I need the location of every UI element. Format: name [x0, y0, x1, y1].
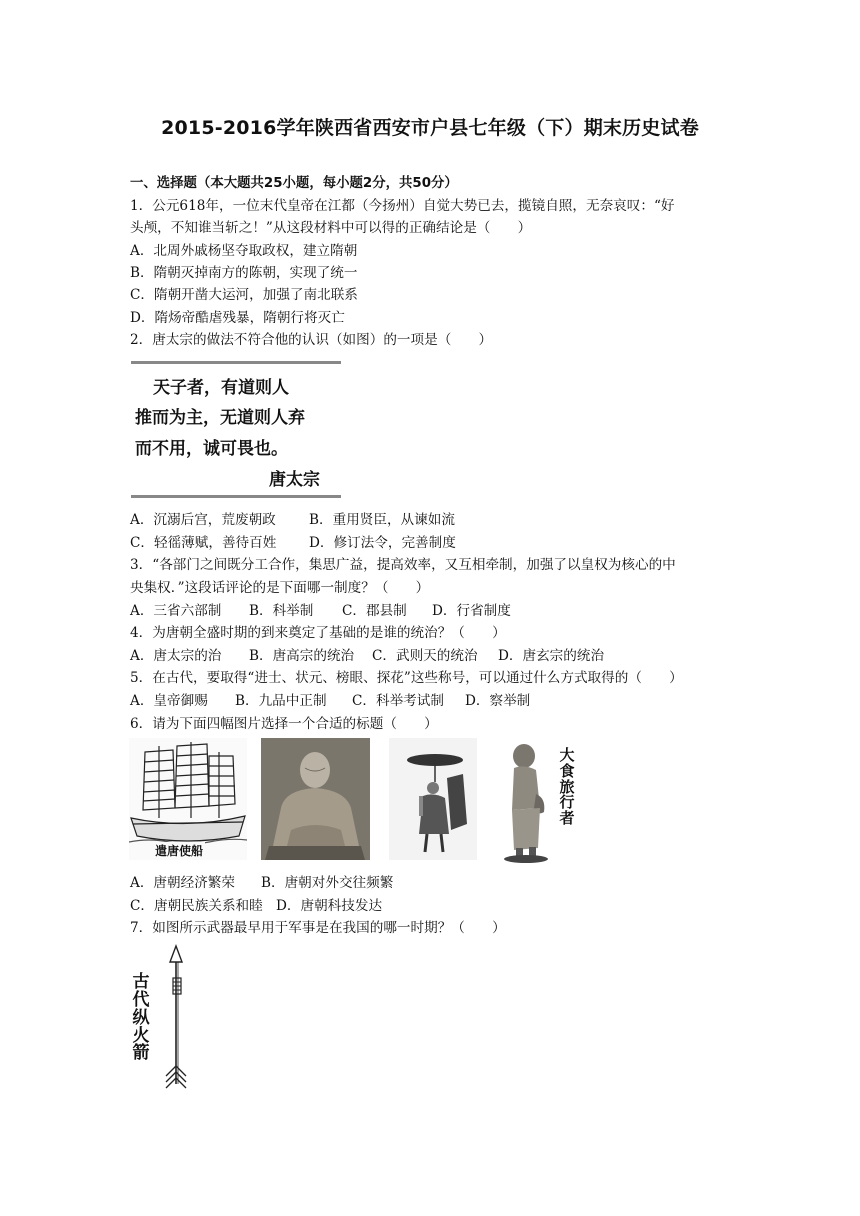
q1-option-b: B．隋朝灭掉南方的陈朝，实现了统一 [130, 265, 358, 281]
q5-option-a: A．皇帝御赐 [130, 693, 208, 709]
q5-option-c: C．科举考试制 [352, 693, 444, 709]
arab-traveler-image [494, 738, 582, 866]
monk-statue-image [261, 738, 370, 860]
fire-arrow-caption: 古 代 纵 火 箭 [132, 972, 150, 1064]
section-heading: 一、选择题（本大题共25小题，每小题2分，共50分） [130, 176, 458, 191]
q4-option-d: D．唐玄宗的统治 [498, 648, 605, 664]
q3-option-a: A．三省六部制 [130, 603, 222, 619]
q2-stem: 2．唐太宗的做法不符合他的认识（如图）的一项是（ ） [130, 332, 493, 348]
quote-line3: 而不用，诚可畏也。 [135, 439, 288, 459]
q3-option-d: D．行省制度 [432, 603, 511, 619]
traveler-figure-icon [389, 738, 477, 860]
q5-stem: 5．在古代，要取得“进士、状元、榜眼、探花”这些称号，可以通过什么方式取得的（ ） [130, 670, 683, 686]
monk-statue-icon [261, 738, 370, 860]
q2-option-c: C．轻徭薄赋，善待百姓 [130, 535, 277, 551]
q5-option-d: D．察举制 [465, 693, 531, 709]
q6-stem: 6．请为下面四幅图片选择一个合适的标题（ ） [130, 716, 438, 732]
traveler-with-umbrella-image [389, 738, 477, 860]
q3-stem-line1: 3．“各部门之间既分工合作，集思广益，提高效率，又互相牵制，加强了以皇权为核心的中 [130, 557, 676, 573]
envoy-ship-caption: 遣唐使船 [155, 844, 204, 858]
arab-traveler-caption: 大 食 旅 行 者 [559, 746, 575, 827]
q6-option-c: C．唐朝民族关系和睦 [130, 898, 263, 914]
q1-stem-line1: 1．公元618年，一位末代皇帝在江都（今扬州）自觉大势已去，揽镜自照，无奈哀叹：“好 [130, 198, 675, 214]
tang-taizong-quote-image [131, 361, 341, 500]
exam-title: 2015-2016学年陕西省西安市户县七年级（下）期末历史试卷 [161, 117, 699, 139]
q6-option-a: A．唐朝经济繁荣 [130, 875, 235, 891]
q7-stem: 7．如图所示武器最早用于军事是在我国的哪一时期？（ ） [130, 920, 506, 936]
q4-option-c: C．武则天的统治 [372, 648, 478, 664]
fire-arrow-image [130, 944, 196, 1094]
q4-option-b: B．唐高宗的统治 [249, 648, 355, 664]
q3-option-b: B．科举制 [249, 603, 314, 619]
q2-option-d: D．修订法令，完善制度 [309, 535, 456, 551]
arrow-icon [156, 944, 196, 1094]
q4-option-a: A．唐太宗的治 [130, 648, 222, 664]
q1-option-a: A．北周外戚杨坚夺取政权，建立隋朝 [130, 243, 358, 259]
q1-option-d: D．隋炀帝酷虐残暴，隋朝行将灭亡 [130, 310, 345, 326]
q4-stem: 4．为唐朝全盛时期的到来奠定了基础的是谁的统治？（ ） [130, 625, 506, 641]
quote-line2: 推而为主，无道则人弃 [135, 408, 305, 428]
figurine-icon [494, 738, 558, 866]
q1-option-c: C．隋朝开凿大运河，加强了南北联系 [130, 287, 358, 303]
q6-option-b: B．唐朝对外交往频繁 [261, 875, 394, 891]
quote-author: 唐太宗 [269, 470, 320, 490]
q6-option-d: D．唐朝科技发达 [276, 898, 383, 914]
envoy-ship-image [129, 738, 247, 860]
q3-option-c: C．郡县制 [342, 603, 407, 619]
q2-option-b: B．重用贤臣，从谏如流 [309, 512, 455, 528]
quote-line1: 天子者，有道则人 [153, 378, 289, 398]
q3-stem-line2: 央集权．”这段话评论的是下面哪一制度？（ ） [130, 580, 430, 596]
q1-stem-line2: 头颅，不知谁当斩之！”从这段材料中可以得的正确结论是（ ） [130, 220, 532, 236]
q2-option-a: A．沉溺后宫，荒废朝政 [130, 512, 276, 528]
q5-option-b: B．九品中正制 [235, 693, 327, 709]
